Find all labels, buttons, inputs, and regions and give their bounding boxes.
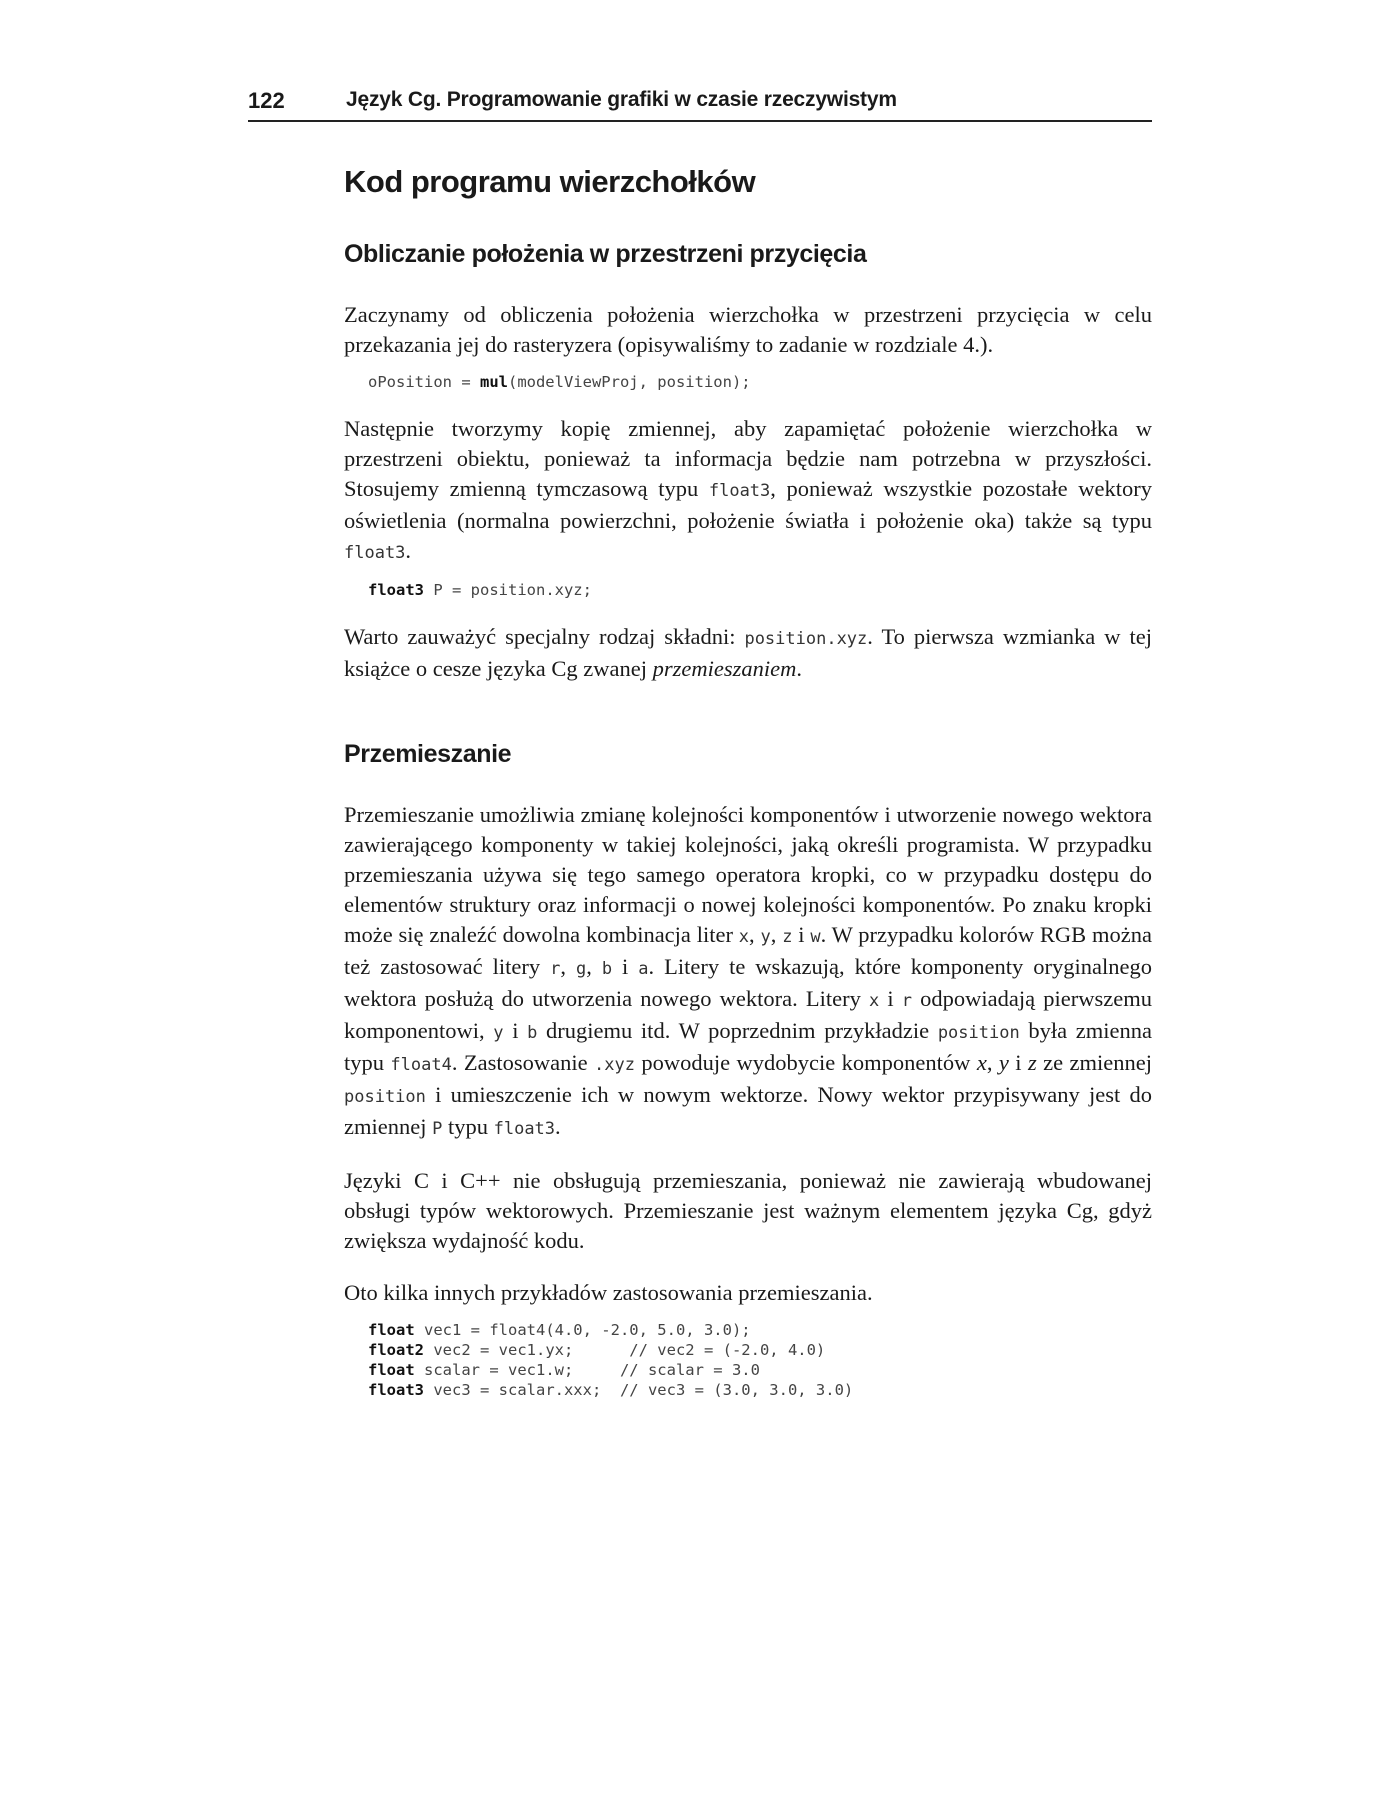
inline-code: y [493, 1023, 504, 1043]
paragraph-c-cpp: Języki C i C++ nie obsługują przemieszania, ponieważ nie zawierają wbudowanej obsługi typów wektorowych. Przemieszanie jest ważnym elementem języka Cg, gdyż zwiększa wydajność kodu. [344, 1168, 1152, 1253]
code-line [368, 1360, 1152, 1380]
text-run: ze zmiennej [1036, 1050, 1152, 1075]
code-block-swizzle-examples [368, 1320, 1152, 1400]
text-run: i [1008, 1050, 1028, 1075]
text-run: Warto zauważyć specjalny rodzaj składni: [344, 624, 745, 649]
code-lhs: oPosition = [368, 373, 480, 391]
text-run: typu [442, 1114, 494, 1139]
section-title: Kod programu wierzchołków [344, 164, 756, 199]
code-line [368, 1380, 1152, 1400]
text-run: . [555, 1114, 561, 1139]
code-line [368, 1320, 1152, 1340]
inline-code: b [601, 959, 613, 979]
inline-code: b [527, 1023, 538, 1043]
text-run: . [405, 538, 412, 563]
code-rest: vec3 = scalar.xxx; // vec3 = (3.0, 3.0, 3.0) [424, 1381, 854, 1399]
inline-code: position [344, 1087, 426, 1107]
inline-code: position.xyz [744, 629, 868, 649]
text-run: . To pierwsza wzmianka w tej książce o cesze języka Cg zwanej [344, 624, 1152, 681]
text-run: drugiemu itd. W poprzednim przykładzie [537, 1018, 938, 1043]
emphasis: x [976, 1050, 987, 1075]
paragraph-copy-variable [344, 414, 1152, 568]
subsection-title-clip-space: Obliczanie położenia w przestrzeni przycięcia [344, 240, 867, 268]
text-run: , [749, 922, 761, 947]
text-run: Przemieszanie umożliwia zmianę kolejności komponentów i utworzenie nowego wektora zawierającego komponenty w takiej kolejności, jaką określi programista. W przypadku przemieszania używa się tego samego operatora kropki, co w przypadku dostępu do elementów struktury oraz informacji o nowej kolejności komponentów. Po znaku kropki może się znaleźć dowolna kombinacja liter [344, 802, 1152, 947]
code-rest: (modelViewProj, position); [507, 373, 751, 391]
inline-code: r [901, 991, 913, 1011]
text-run: , [770, 922, 783, 947]
inline-code: r [550, 959, 561, 979]
text-run: . W przypadku kolorów RGB można też zastosować litery [344, 922, 1152, 979]
paragraph-swizzle-details [344, 800, 1152, 1144]
text-run: odpowiadają pierwszemu komponentowi, [344, 986, 1152, 1043]
emphasis: przemieszaniem [652, 656, 797, 681]
text-run: , [986, 1050, 999, 1075]
code-block-float3 [368, 580, 1152, 600]
running-header [248, 86, 1152, 122]
inline-code: float3 [708, 481, 771, 501]
code-keyword: float [368, 1321, 415, 1339]
emphasis: z [1027, 1050, 1037, 1075]
text-run: Następnie tworzymy kopię zmiennej, aby zapamiętać położenie wierzchołka w przestrzeni obiektu, ponieważ ta informacja będzie nam potrzebna w przyszłości. Stosujemy zmienną tymczasową typu [344, 416, 1152, 501]
inline-code: .xyz [594, 1055, 635, 1075]
paragraph-more-examples: Oto kilka innych przykładów zastosowania przemieszania. [344, 1280, 873, 1305]
code-keyword: float3 [368, 1381, 424, 1399]
text-run: , ponieważ wszystkie pozostałe wektory oświetlenia (normalna powierzchni, położenie światła i położenie oka) także są typu [344, 476, 1152, 533]
text-run: była zmienna typu [344, 1018, 1152, 1075]
page-content [344, 164, 1152, 1400]
text-run: i [612, 954, 639, 979]
code-line [368, 1340, 1152, 1360]
code-keyword: float3 [368, 581, 424, 599]
inline-code: w [810, 927, 821, 947]
code-rest: vec1 = float4(4.0, -2.0, 5.0, 3.0); [414, 1321, 751, 1339]
text-run: i [792, 922, 811, 947]
text-run: . Litery te wskazują, które komponenty oryginalnego wektora posłużą do utworzenia nowego wektora. Litery [344, 954, 1152, 1011]
inline-code: x [868, 991, 880, 1011]
inline-code: z [782, 927, 793, 947]
text-run: i umieszczenie ich w nowym wektorze. Nowy wektor przypisywany jest do zmiennej [344, 1082, 1152, 1139]
code-rest: P = position.xyz; [424, 581, 592, 599]
inline-code: position [937, 1023, 1020, 1043]
subsection-title-swizzle: Przemieszanie [344, 740, 512, 768]
inline-code: g [575, 959, 587, 979]
text-run: i [879, 986, 902, 1011]
text-run: powoduje wydobycie komponentów [634, 1050, 977, 1075]
inline-code: y [760, 927, 771, 947]
paragraph-clip-space: Zaczynamy od obliczenia położenia wierzchołka w przestrzeni przycięcia w celu przekazania jej do rasteryzera (opisywaliśmy to zadanie w rozdziale 4.). [344, 302, 1152, 357]
inline-code: x [738, 927, 750, 947]
text-run: i [503, 1018, 528, 1043]
code-rest: scalar = vec1.w; // scalar = 3.0 [414, 1361, 760, 1379]
text-run: . [796, 656, 802, 681]
code-function: mul [479, 373, 508, 391]
running-title: Język Cg. Programowanie grafiki w czasie rzeczywistym [346, 88, 897, 111]
text-run: , [560, 954, 576, 979]
inline-code: a [638, 959, 649, 979]
code-block-oposition [368, 372, 1152, 392]
emphasis: y [998, 1050, 1009, 1075]
inline-code: float3 [493, 1119, 556, 1139]
paragraph-swizzle-intro [344, 622, 1152, 684]
code-keyword: float2 [368, 1341, 424, 1359]
code-rest: vec2 = vec1.yx; // vec2 = (-2.0, 4.0) [424, 1341, 826, 1359]
inline-code: P [432, 1119, 443, 1139]
text-run: , [586, 954, 602, 979]
code-keyword: float [368, 1361, 415, 1379]
page-number: 122 [248, 88, 285, 113]
inline-code: float4 [390, 1055, 452, 1075]
inline-code: float3 [344, 543, 406, 563]
text-run: . Zastosowanie [451, 1050, 595, 1075]
